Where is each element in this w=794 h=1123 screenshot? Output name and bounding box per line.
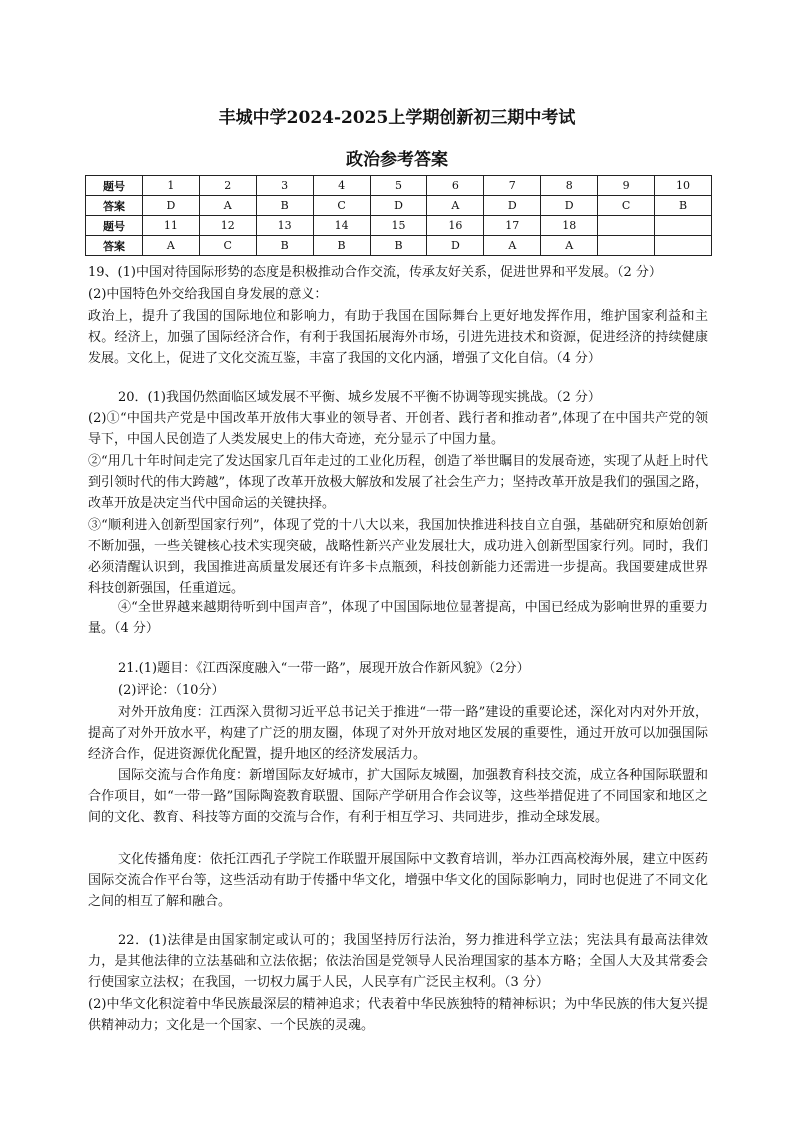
table-cell: A [199, 196, 256, 216]
q21-international-exchange: 国际交流与合作角度：新增国际友好城市，扩大国际友城圈，加强教育科技交流，成立各种国际联盟和合作项目，如“一带一路”国际陶瓷教育联盟、国际产学研用合作会议等，这些举措促进了不同国家和地区之间的文化、教育、科技等方面的交流与合作，有利于相互学习、共同进步，推动全球发展。 [88, 768, 708, 825]
table-cell: 11 [142, 216, 199, 236]
table-row [86, 196, 712, 216]
table-cell: 5 [370, 176, 427, 196]
table-cell: 3 [256, 176, 313, 196]
table-cell: A [142, 236, 199, 256]
table-cell: C [313, 196, 370, 216]
table-cell: 2 [199, 176, 256, 196]
table-cell: A [541, 236, 598, 256]
table-cell: 7 [484, 176, 541, 196]
q21-cultural-spread: 文化传播角度：依托江西孔子学院工作联盟开展国际中文教育培训，举办江西高校海外展，建立中医药国际交流合作平台等，这些活动有助于传播中华文化，增强中华文化的国际影响力，同时也促进了不同文化之间的相互了解和融合。 [88, 852, 708, 909]
table-cell: C [199, 236, 256, 256]
q20-part1: 20．(1)我国仍然面临区域发展不平衡、城乡发展不平衡不协调等现实挑战。（2 分） [118, 390, 601, 405]
table-cell: 答案 [86, 236, 143, 256]
q19-part1: 19、(1)中国对待国际形势的态度是积极推动合作交流，传承友好关系，促进世界和平发展。（2 分） [88, 265, 662, 280]
q21-part2-heading: (2)评论：（10分） [118, 683, 225, 698]
table-cell: 14 [313, 216, 370, 236]
table-cell: A [427, 196, 484, 216]
table-cell: D [541, 196, 598, 216]
table-cell: 10 [655, 176, 712, 196]
q20-point1: (2)①“中国共产党是中国改革开放伟大事业的领导者、开创者、践行者和推动者”,体现了在中国共产党的领导下，中国人民创造了人类发展史上的伟大奇迹，充分显示了中国力量。 [88, 411, 708, 447]
table-cell: 16 [427, 216, 484, 236]
table-row [86, 176, 712, 196]
table-cell: D [370, 196, 427, 216]
table-cell: 1 [142, 176, 199, 196]
q22-part2: (2)中华文化积淀着中华民族最深层的精神追求；代表着中华民族独特的精神标识；为中华民族的伟大复兴提供精神动力；文化是一个国家、一个民族的灵魂。 [88, 997, 708, 1033]
answer-table [85, 175, 712, 256]
table-cell: 18 [541, 216, 598, 236]
table-cell: 9 [598, 176, 655, 196]
table-cell: C [598, 196, 655, 216]
table-cell: 17 [484, 216, 541, 236]
q21-opening-up: 对外开放角度：江西深入贯彻习近平总书记关于推进“一带一路”建设的重要论述，深化对内对外开放，提高了对外开放水平，构建了广泛的朋友圈，体现了对外开放对地区发展的重要性，通过开放可以加强国际经济合作，促进资源优化配置，提升地区的经济发展活力。 [88, 705, 708, 762]
table-cell: 6 [427, 176, 484, 196]
table-cell: 15 [370, 216, 427, 236]
page-subtitle: 政治参考答案 [346, 150, 448, 170]
table-cell: B [370, 236, 427, 256]
table-cell: D [142, 196, 199, 216]
table-cell: D [484, 196, 541, 216]
table-cell: 答案 [86, 196, 143, 216]
q21-part1: 21.(1)题目：《江西深度融入“一带一路”，展现开放合作新风貌》（2分） [118, 661, 530, 676]
q20-point2: ②“用几十年时间走完了发达国家几百年走过的工业化历程，创造了举世瞩目的发展奇迹，实现了从赶上时代到引领时代的伟大跨越”，体现了改革开放极大解放和发展了社会生产力；坚持改革开放是我们的强国之路，改革开放是决定当代中国命运的关键抉择。 [88, 454, 708, 511]
table-cell: 题号 [86, 176, 143, 196]
table-cell: 12 [199, 216, 256, 236]
table-cell: B [655, 196, 712, 216]
page-title: 丰城中学2024-2025上学期创新初三期中考试 [218, 108, 576, 128]
table-cell [655, 216, 712, 236]
table-cell: 题号 [86, 216, 143, 236]
table-cell: 4 [313, 176, 370, 196]
q19-part2-answer: 政治上，提升了我国的国际地位和影响力，有助于我国在国际舞台上更好地发挥作用，维护国家利益和主权。经济上，加强了国际经济合作，有利于我国拓展海外市场，引进先进技术和资源，促进经济的持续健康发展。文化上，促进了文化交流互鉴，丰富了我国的文化内涵，增强了文化自信。（4 分） [88, 309, 708, 366]
table-cell: B [313, 236, 370, 256]
table-row [86, 216, 712, 236]
table-cell: B [256, 236, 313, 256]
table-cell: B [256, 196, 313, 216]
table-cell [598, 216, 655, 236]
table-cell: 13 [256, 216, 313, 236]
q20-point3: ③“顺利进入创新型国家行列”，体现了党的十八大以来，我国加快推进科技自立自强，基础研究和原始创新不断加强，一些关键核心技术实现突破，战略性新兴产业发展壮大，成功进入创新型国家行列。同时，我们必须清醒认识到，我国推进高质量发展还有许多卡点瓶颈，科技创新能力还需进一步提高。我国要建成世界科技创新强国，任重道远。 [88, 518, 708, 596]
q22-part1: 22．(1)法律是由国家制定或认可的；我国坚持厉行法治，努力推进科学立法；宪法具有最高法律效力，是其他法律的立法基础和立法依据；依法治国是党领导人民治理国家的基本方略；全国人大及其常委会行使国家立法权；在我国，一切权力属于人民，人民享有广泛民主权利。（3 分） [88, 933, 708, 990]
table-cell: A [484, 236, 541, 256]
q20-point4: ④“全世界越来越期待听到中国声音”，体现了中国国际地位显著提高，中国已经成为影响世界的重要力量。（4 分） [88, 600, 708, 636]
table-row [86, 236, 712, 256]
table-cell: D [427, 236, 484, 256]
table-cell [655, 236, 712, 256]
q19-part2-heading: (2)中国特色外交给我国自身发展的意义： [88, 287, 328, 302]
table-cell [598, 236, 655, 256]
table-cell: 8 [541, 176, 598, 196]
